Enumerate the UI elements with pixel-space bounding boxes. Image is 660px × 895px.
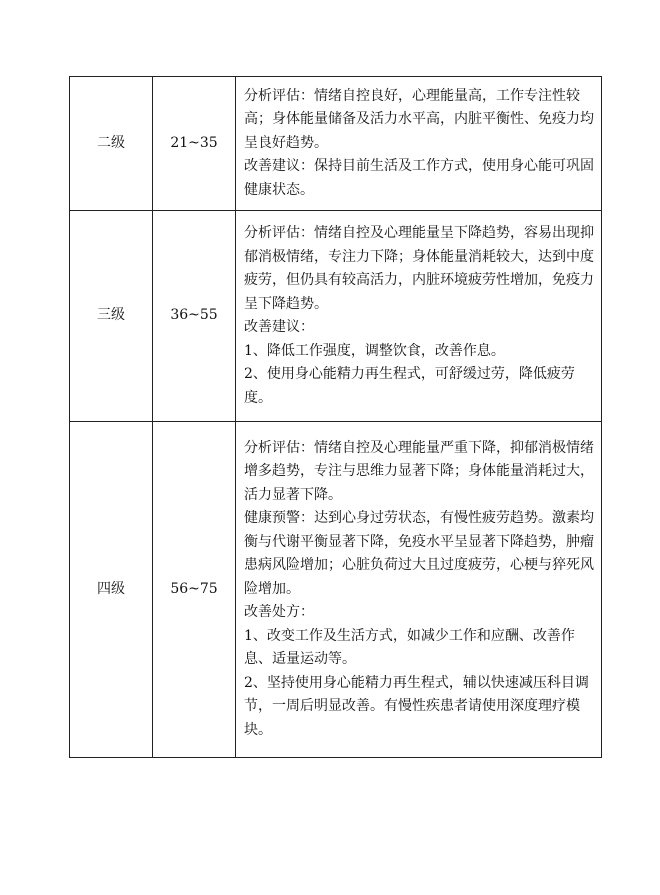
suggestion-heading: 改善建议：: [244, 319, 314, 335]
prescription-heading: 改善处方：: [244, 604, 314, 621]
description-cell: [236, 211, 602, 422]
suggestion-item: 1、降低工作强度，调整饮食，改善作息。: [244, 342, 505, 359]
prescription-item: 2、坚持使用身心能精力再生程式，辅以快速减压科目调节，一周后明显改善。有慢性疾患者请使用深度理疗模块。: [244, 674, 589, 738]
assessment-text: 分析评估：情绪自控及心理能量严重下降，抑郁消极情绪增多趋势，专注与思维力显著下降；身体能量消耗过大，活力显著下降。: [244, 439, 594, 503]
prescription-item: 1、改变工作及生活方式，如减少工作和应酬、改善作息、适量运动等。: [244, 627, 575, 668]
assessment-text: 分析评估：情绪自控及心理能量呈下降趋势，容易出现抑郁消极情绪，专注力下降；身体能量消耗较大，达到中度疲劳，但仍具有较高活力，内脏环境疲劳性增加，免疫力呈下降趋势。: [244, 225, 594, 312]
score-range-cell: 56~75: [153, 422, 236, 758]
table-row: [70, 422, 602, 758]
description-cell: [236, 77, 602, 211]
suggestion-item: 2、使用身心能精力再生程式，可舒缓过劳，降低疲劳度。: [244, 366, 575, 406]
level-cell: 二级: [70, 77, 153, 211]
level-cell: 四级: [70, 422, 153, 758]
table-row: [70, 211, 602, 422]
score-range-cell: 36~55: [153, 211, 236, 422]
level-cell: 三级: [70, 211, 153, 422]
description-cell: [236, 422, 602, 758]
health-warning-text: 健康预警：达到心身过劳状态，有慢性疲劳趋势。激素均衡与代谢平衡显著下降，免疫水平呈显著下降趋势，肿瘤患病风险增加；心脏负荷过大且过度疲劳，心梗与猝死风险增加。: [244, 510, 594, 597]
suggestion-text: 改善建议：保持目前生活及工作方式，使用身心能可巩固健康状态。: [244, 158, 594, 198]
grade-table: [69, 76, 602, 758]
score-range-cell: 21~35: [153, 77, 236, 211]
assessment-text: 分析评估：情绪自控良好，心理能量高，工作专注性较高；身体能量储备及活力水平高，内脏平衡性、免疫力均呈良好趋势。: [244, 87, 594, 151]
table-row: [70, 77, 602, 211]
